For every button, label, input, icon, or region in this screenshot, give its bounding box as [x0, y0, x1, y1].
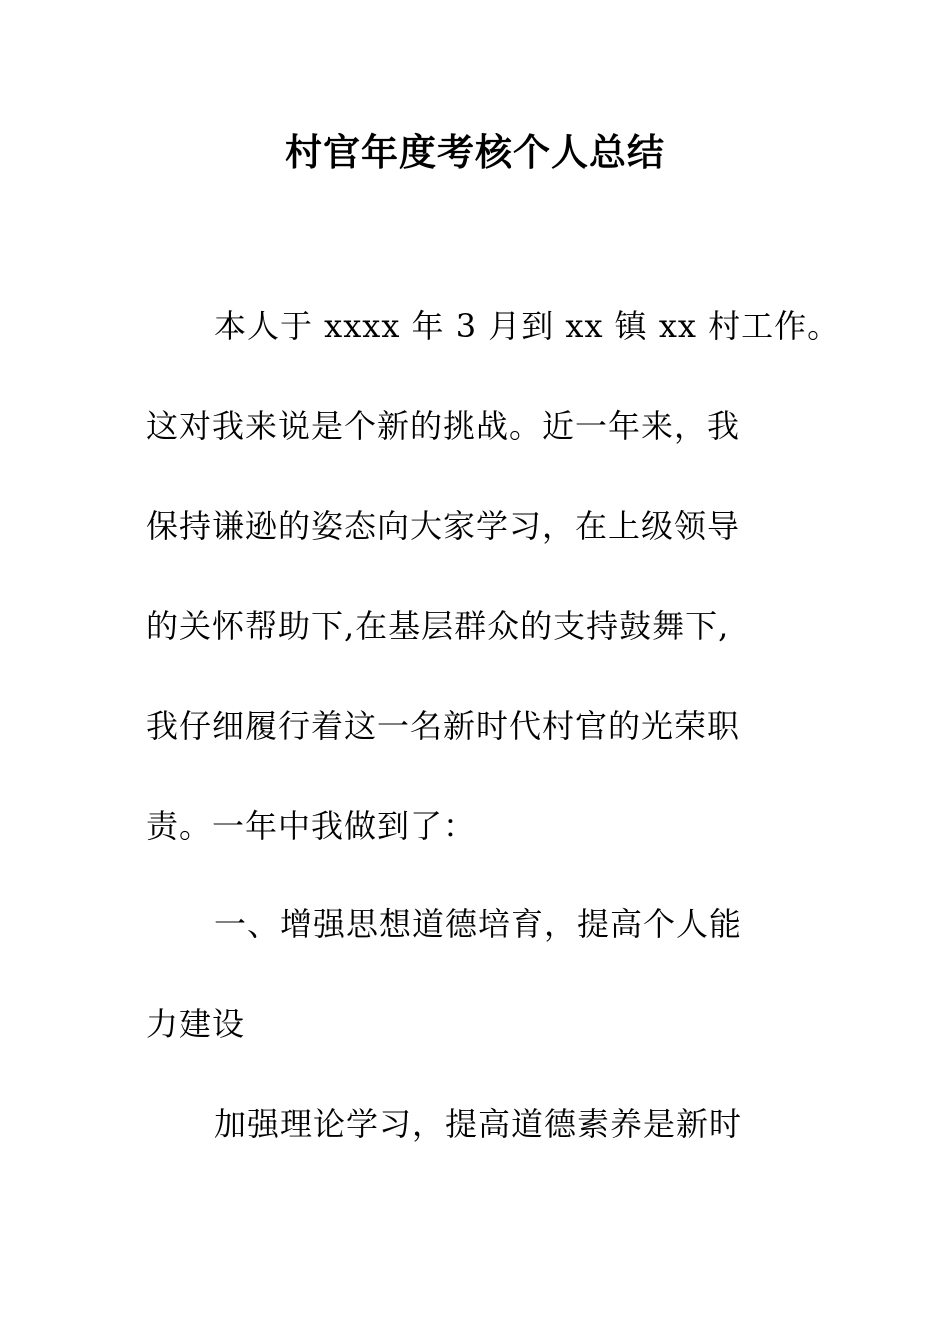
- document-title: 村官年度考核个人总结: [285, 131, 665, 174]
- body-line: 本人于 xxxx 年 3 月到 xx 镇 xx 村工作。: [214, 307, 841, 345]
- body-line: 加强理论学习，提高道德素养是新时: [214, 1105, 743, 1143]
- body-line: 保持谦逊的姿态向大家学习，在上级领导: [146, 507, 741, 545]
- body-line: 责。一年中我做到了：: [146, 807, 477, 845]
- body-line: 的关怀帮助下,在基层群众的支持鼓舞下,: [146, 607, 730, 645]
- body-line: 我仔细履行着这一名新时代村官的光荣职: [146, 707, 741, 745]
- section-heading-line: 力建设: [146, 1005, 246, 1043]
- body-line: 这对我来说是个新的挑战。近一年来，我: [146, 407, 741, 445]
- section-heading-line: 一、增强思想道德培育，提高个人能: [214, 905, 743, 943]
